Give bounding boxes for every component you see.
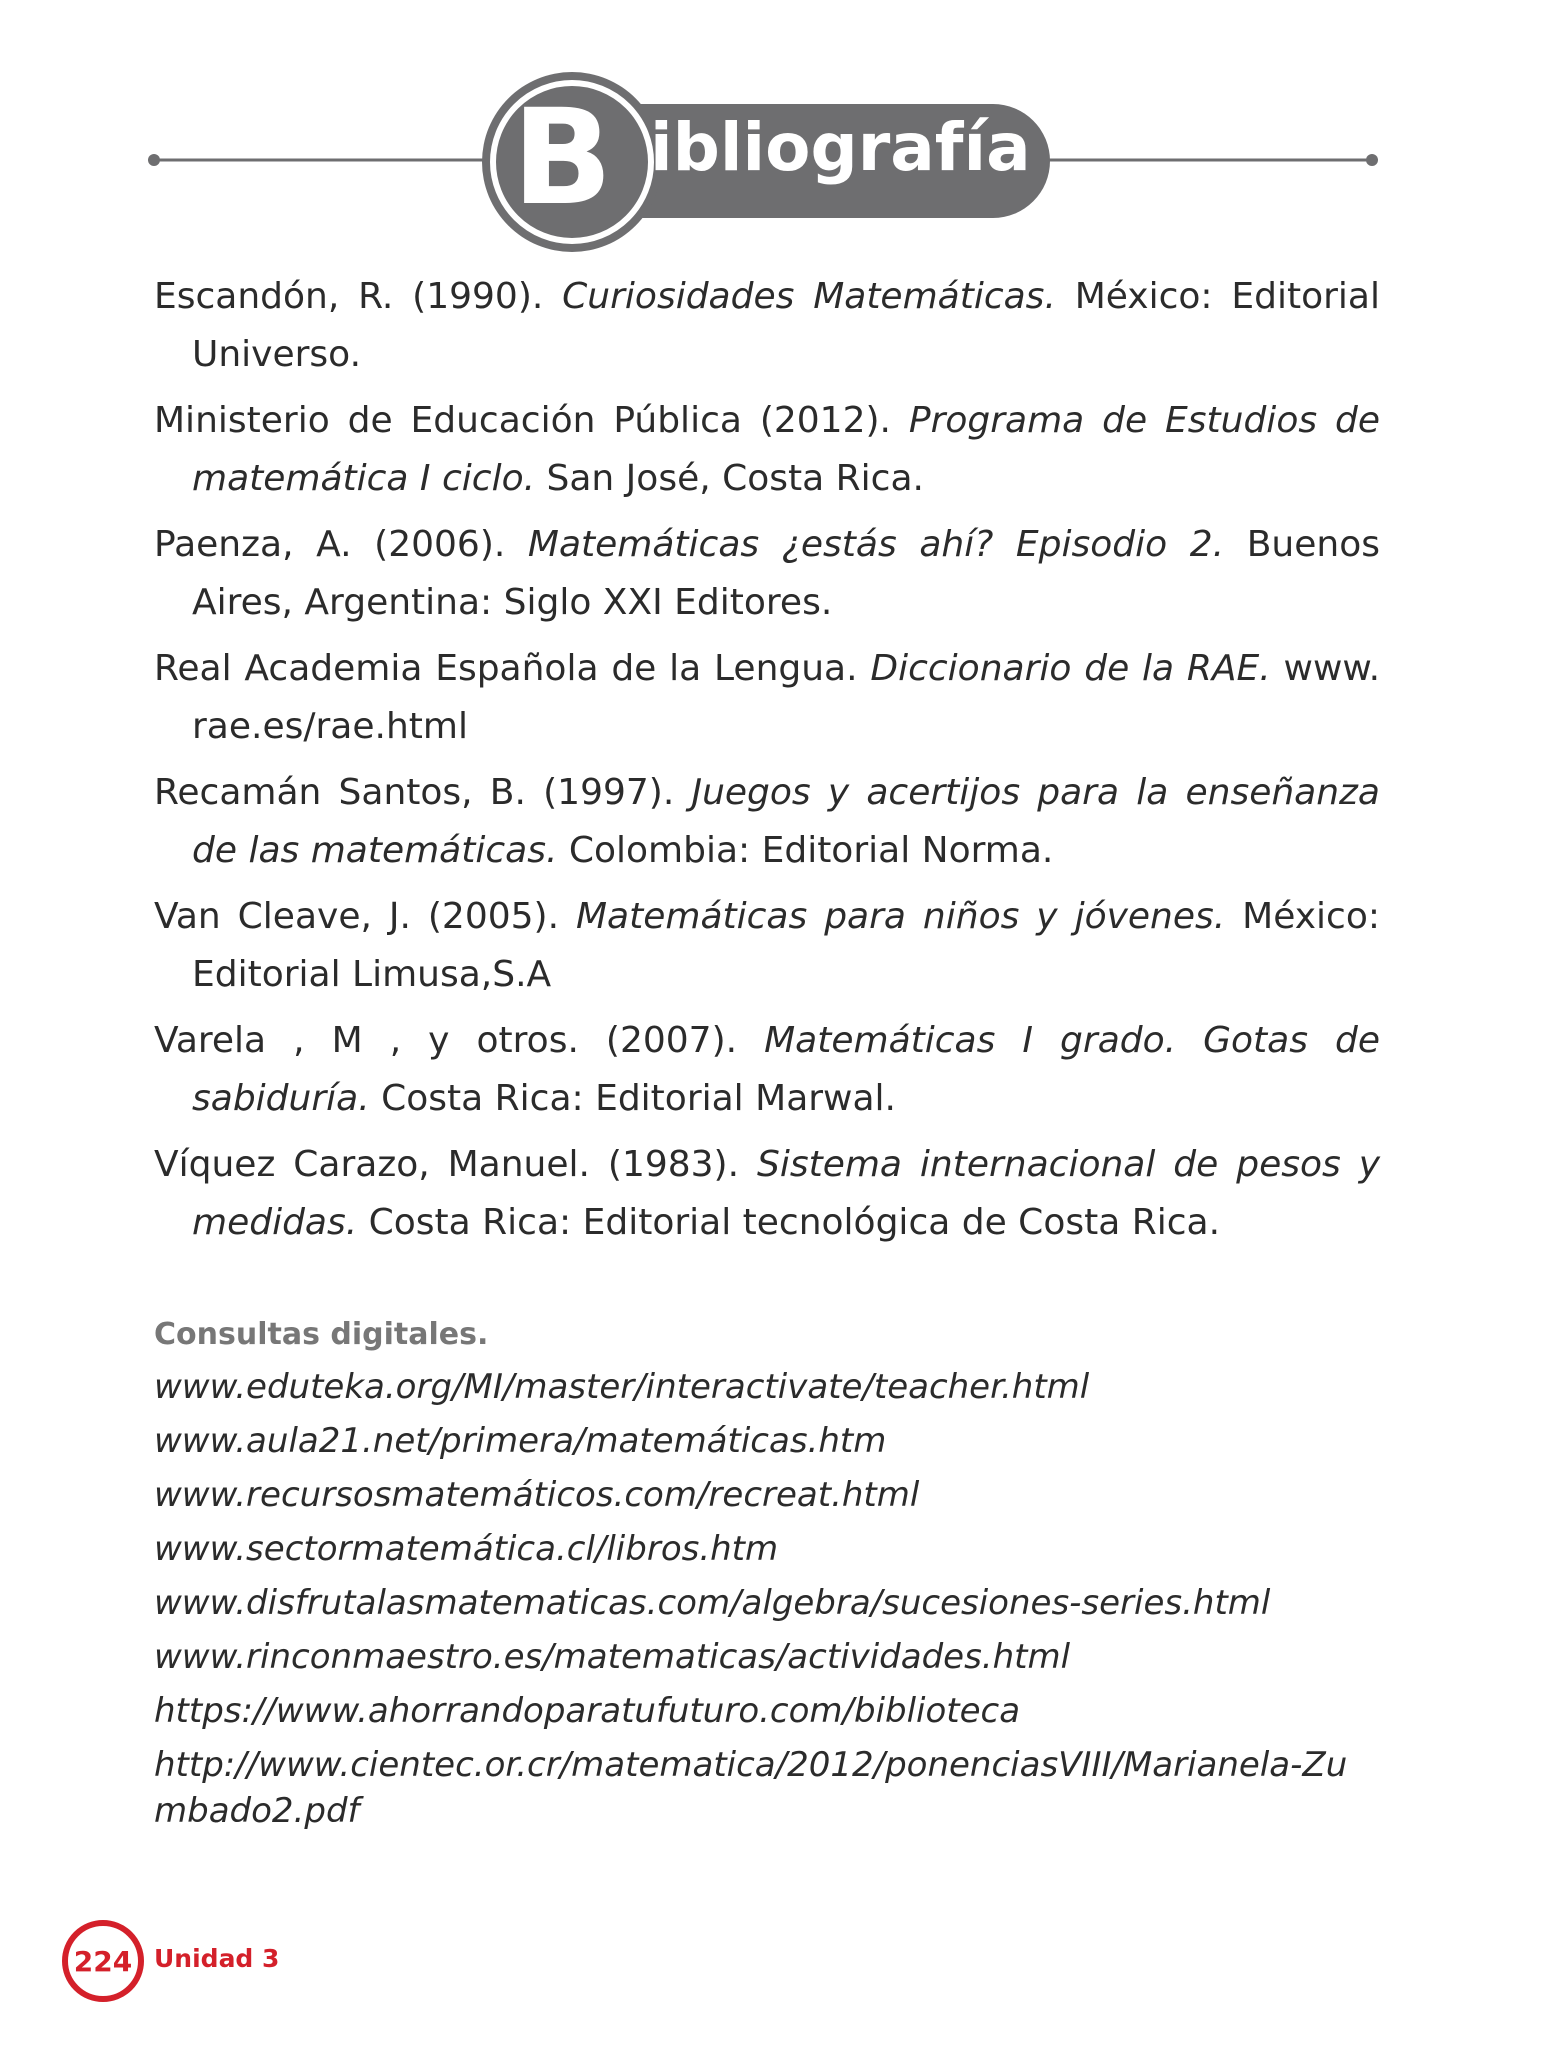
reference-title: Matemáticas ¿estás ahí? Episodio 2. bbox=[527, 524, 1225, 565]
reference-title: Juegos y acertijos para la enseñanza de las matemáticas. bbox=[192, 772, 1380, 871]
section-heading: Consultas digitales. bbox=[154, 1317, 489, 1352]
reference-title: Matemáticas I grado. Gotas de sabiduría. bbox=[192, 1020, 1380, 1119]
web-link[interactable]: www.recursosmatemáticos.com/recreat.html bbox=[154, 1475, 920, 1515]
digital-consultations bbox=[154, 1312, 1380, 1842]
bibliography-header bbox=[0, 0, 1564, 260]
reference-title: Programa de Estudios de matemática I ciclo. bbox=[192, 400, 1380, 499]
reference-item: Varela , M , y otros. (2007). Matemáticas I grado. Gotas de sabiduría. Costa Rica: Editorial Marwal. bbox=[154, 1020, 1380, 1119]
reference-item: Real Academia Española de la Lengua. Diccionario de la RAE. www. rae.es/rae.html bbox=[154, 648, 1381, 747]
reference-title: Sistema internacional de pesos y medidas. bbox=[192, 1144, 1380, 1243]
web-link[interactable]: www.rinconmaestro.es/matematicas/actividades.html bbox=[154, 1637, 1071, 1677]
reference-item: Ministerio de Educación Pública (2012). Programa de Estudios de matemática I ciclo. San José, Costa Rica. bbox=[154, 400, 1380, 499]
reference-item: Recamán Santos, B. (1997). Juegos y acertijos para la enseñanza de las matemáticas. Colombia: Editorial Norma. bbox=[154, 772, 1380, 871]
web-link[interactable]: http://www.cientec.or.cr/matematica/2012/ponenciasVIII/Marianela-Zumbado2.pdf bbox=[154, 1745, 1348, 1831]
reference-item: Escandón, R. (1990). Curiosidades Matemáticas. México: Editorial Universo. bbox=[154, 276, 1380, 375]
reference-item: Paenza, A. (2006). Matemáticas ¿estás ahí? Episodio 2. Buenos Aires, Argentina: Siglo XXI Editores. bbox=[154, 524, 1380, 623]
title-initial: B bbox=[512, 81, 613, 235]
page-number: 224 bbox=[62, 1920, 144, 2002]
web-link[interactable]: www.aula21.net/primera/matemáticas.htm bbox=[154, 1421, 887, 1461]
web-link[interactable]: https://www.ahorrandoparatufuturo.com/biblioteca bbox=[154, 1691, 1021, 1731]
unit-label: Unidad 3 bbox=[154, 1944, 280, 1973]
reference-title: Curiosidades Matemáticas. bbox=[562, 276, 1056, 317]
reference-title: Diccionario de la RAE. bbox=[870, 648, 1271, 689]
web-link[interactable]: www.disfrutalasmatematicas.com/algebra/sucesiones-series.html bbox=[154, 1583, 1271, 1623]
references-list bbox=[154, 268, 1380, 1260]
web-link[interactable]: www.sectormatemática.cl/libros.htm bbox=[154, 1529, 779, 1569]
reference-item: Víquez Carazo, Manuel. (1983). Sistema internacional de pesos y medidas. Costa Rica: Editorial tecnológica de Costa Rica. bbox=[154, 1144, 1380, 1243]
reference-item: Van Cleave, J. (2005). Matemáticas para niños y jóvenes. México: Editorial Limusa,S.A bbox=[154, 896, 1381, 995]
page-title: ibliografía bbox=[650, 109, 1031, 186]
web-link[interactable]: www.eduteka.org/MI/master/interactivate/teacher.html bbox=[154, 1367, 1090, 1407]
reference-title: Matemáticas para niños y jóvenes. bbox=[576, 896, 1226, 937]
